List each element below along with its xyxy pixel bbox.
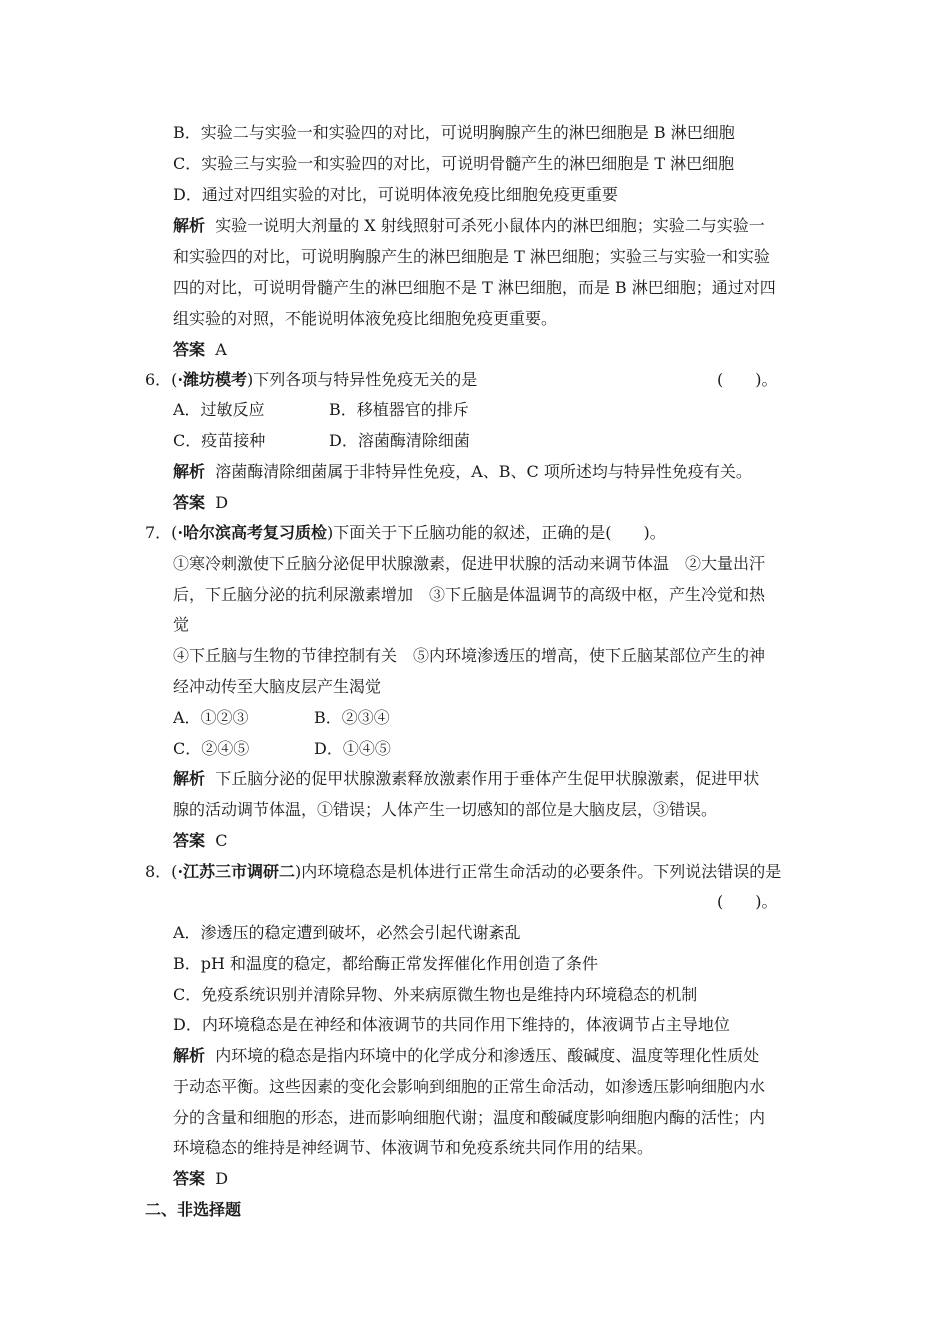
q5-answer [173, 339, 227, 361]
q6-analysis [173, 461, 752, 483]
q8-stem-text: )内环境稳态是机体进行正常生命活动的必要条件。下列说法错误的是 [295, 862, 782, 881]
q7-option-d: D．①④⑤ [314, 739, 391, 758]
q6-number: 6．( [145, 370, 178, 389]
q7-stem-text: )下面关于下丘脑功能的叙述，正确的是( )。 [327, 523, 666, 542]
q5-option-c: C．实验三与实验一和实验四的对比，可说明骨髓产生的淋巴细胞是 T 淋巴细胞 [173, 154, 735, 173]
q7-analysis-text-1: 下丘脑分泌的促甲状腺激素释放激素作用于垂体产生促甲状腺激素，促进甲状 [215, 769, 760, 788]
q8-analysis-line-1 [173, 1045, 759, 1067]
q8-analysis-line-2: 于动态平衡。这些因素的变化会影响到细胞的正常生命活动，如渗透压影响细胞内水 [173, 1077, 766, 1096]
q7-number: 7．( [145, 523, 178, 542]
q5-analysis-line-4: 组实验的对照，不能说明体液免疫比细胞免疫更重要。 [173, 309, 558, 328]
q8-answer-label: 答案 [173, 1169, 206, 1188]
q6-stem [145, 369, 477, 391]
q8-option-d: D．内环境稳态是在神经和体液调节的共同作用下维持的，体液调节占主导地位 [173, 1015, 730, 1034]
q7-option-a: A．①②③ [173, 708, 249, 727]
q7-source: ·哈尔滨高考复习质检 [177, 523, 328, 542]
q7-analysis-label: 解析 [173, 769, 206, 788]
q7-analysis-line-2: 腺的活动调节体温，①错误；人体产生一切感知的部位是大脑皮层，③错误。 [173, 800, 718, 819]
q6-option-d: D．溶菌酶清除细菌 [329, 431, 470, 450]
q8-analysis-line-4: 环境稳态的维持是神经调节、体液调节和免疫系统共同作用的结果。 [173, 1138, 654, 1157]
q6-option-a: A．过敏反应 [173, 400, 265, 419]
q8-analysis-line-3: 分的含量和细胞的形态，进而影响细胞代谢；温度和酸碱度影响细胞内酶的活性；内 [173, 1108, 766, 1127]
q6-analysis-label: 解析 [173, 462, 206, 481]
q5-option-b: B．实验二与实验一和实验四的对比，可说明胸腺产生的淋巴细胞是 B 淋巴细胞 [173, 123, 735, 142]
q5-analysis-line-2: 和实验四的对比，可说明胸腺产生的淋巴细胞是 T 淋巴细胞；实验三与实验一和实验 [173, 247, 770, 266]
q8-analysis-text-1: 内环境的稳态是指内环境中的化学成分和渗透压、酸碱度、温度等理化性质处 [215, 1046, 760, 1065]
q8-option-b: B．pH 和温度的稳定，都给酶正常发挥催化作用创造了条件 [173, 954, 599, 973]
q5-option-d: D．通过对四组实验的对比，可说明体液免疫比细胞免疫更重要 [173, 185, 618, 204]
q6-option-c: C．疫苗接种 [173, 431, 266, 450]
q8-option-a: A．渗透压的稳定遭到破坏，必然会引起代谢紊乱 [173, 923, 521, 942]
q7-answer-value: C [215, 831, 228, 850]
q5-answer-value: A [215, 340, 227, 359]
q7-option-c: C．②④⑤ [173, 739, 250, 758]
q7-stem [145, 522, 666, 544]
q8-stem [145, 861, 781, 883]
q7-item-line-1: ①寒冷刺激使下丘脑分泌促甲状腺激素，促进甲状腺的活动来调节体温 ②大量出汗 [173, 554, 766, 573]
q6-stem-text: )下列各项与特异性免疫无关的是 [247, 370, 478, 389]
q6-analysis-text: 溶菌酶清除细菌属于非特异性免疫，A、B、C 项所述均与特异性免疫有关。 [215, 462, 752, 481]
q5-answer-label: 答案 [173, 340, 206, 359]
q7-item-line-4: ④下丘脑与生物的节律控制有关 ⑤内环境渗透压的增高，使下丘脑某部位产生的神 [173, 646, 766, 665]
q8-number: 8．( [145, 862, 178, 881]
q6-answer-label: 答案 [173, 493, 206, 512]
q8-answer-blank: ( )。 [717, 892, 778, 911]
q5-analysis-text-1: 实验一说明大剂量的 X 射线照射可杀死小鼠体内的淋巴细胞；实验二与实验一 [215, 216, 765, 235]
q7-answer-label: 答案 [173, 831, 206, 850]
q7-item-line-2: 后，下丘脑分泌的抗利尿激素增加 ③下丘脑是体温调节的高级中枢，产生冷觉和热 [173, 585, 766, 604]
q6-source: ·潍坊模考 [177, 370, 248, 389]
q8-answer-value: D [215, 1169, 229, 1188]
q8-source: ·江苏三市调研二 [177, 862, 296, 881]
q7-item-line-3: 觉 [173, 615, 190, 634]
q7-analysis-line-1 [173, 768, 759, 790]
q8-analysis-label: 解析 [173, 1046, 206, 1065]
section-heading: 二、非选择题 [145, 1200, 242, 1219]
q6-answer [173, 492, 228, 514]
q6-answer-blank: ( )。 [717, 370, 778, 389]
q7-answer [173, 830, 227, 852]
q5-analysis-line-3: 四的对比，可说明骨髓产生的淋巴细胞不是 T 淋巴细胞，而是 B 淋巴细胞；通过对四 [173, 278, 776, 297]
q8-option-c: C．免疫系统识别并清除异物、外来病原微生物也是维持内环境稳态的机制 [173, 985, 698, 1004]
q7-item-line-5: 经冲动传至大脑皮层产生渴觉 [173, 677, 382, 696]
q7-option-b: B．②③④ [314, 708, 390, 727]
q8-answer [173, 1168, 228, 1190]
q6-option-b: B．移植器官的排斥 [329, 400, 469, 419]
q5-analysis-line-1 [173, 215, 765, 237]
q6-answer-value: D [215, 493, 229, 512]
q5-analysis-label: 解析 [173, 216, 206, 235]
